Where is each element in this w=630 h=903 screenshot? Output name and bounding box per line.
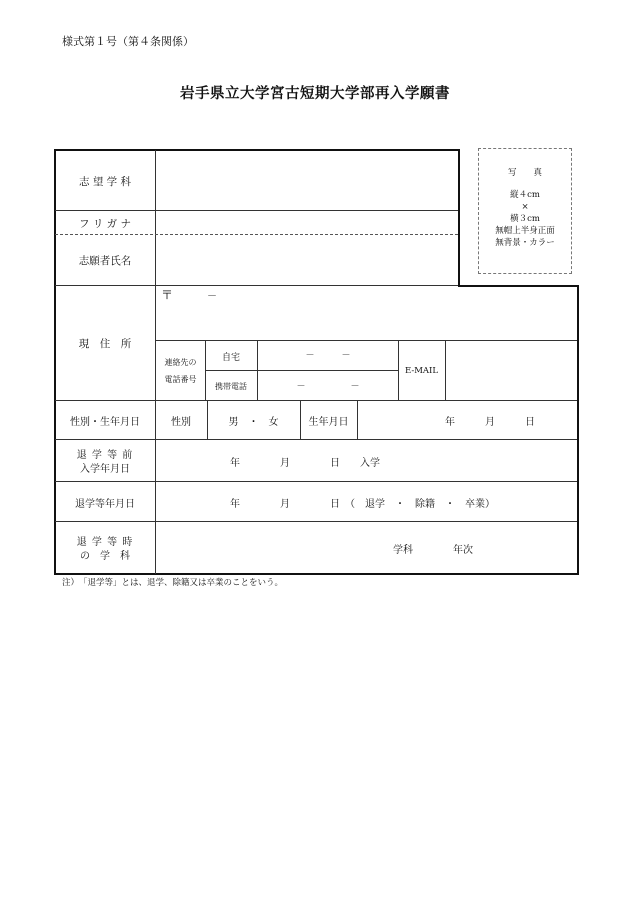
home-phone-field[interactable]: － － [305, 351, 351, 361]
photo-rule-2: 無背景・カラー [495, 238, 555, 248]
label-applicant-name: 志願者氏名 [78, 255, 132, 267]
label-dept-at-withdrawal-2: の 学 科 [80, 551, 130, 562]
withdrawal-date-field[interactable]: 年 月 日 （ 退学 ・ 除籍 ・ 卒業） [230, 499, 495, 510]
label-current-address: 現 住 所 [78, 338, 132, 350]
footnote: 注） 「退学等」とは、退学、除籍又は卒業のことをいう。 [62, 578, 284, 588]
photo-cross: × [521, 202, 529, 212]
label-furigana: フ リ ガ ナ [78, 218, 131, 230]
photo-size-horizontal: 横３cm [510, 214, 540, 224]
label-home-phone: 自宅 [221, 353, 240, 363]
label-gender: 性別 [171, 417, 191, 428]
email-field[interactable] [446, 341, 576, 399]
label-gender-birthdate: 性別・生年月日 [70, 417, 140, 428]
postal-mark: 〒 [161, 288, 174, 302]
label-dept-at-withdrawal: 退 学 等 時 [76, 537, 134, 548]
label-birthdate: 生年月日 [308, 417, 349, 428]
furigana-field[interactable] [156, 211, 457, 233]
address-field[interactable] [156, 286, 576, 339]
birthdate-field[interactable]: 年 月 日 [445, 417, 535, 428]
label-mobile-phone: 携帯電話 [215, 382, 247, 391]
photo-size-vertical: 縦４cm [510, 190, 540, 200]
page-title: 岩手県立大学宮古短期大学部再入学願書 [180, 85, 450, 102]
photo-rule-1: 無帽上半身正面 [495, 226, 555, 236]
postal-dash: － [207, 291, 217, 302]
label-contact-phone-2: 電話番号 [164, 375, 197, 384]
dept-at-withdrawal-field[interactable]: 学科 年次 [393, 545, 473, 556]
label-contact-phone: 連絡先の [164, 358, 197, 367]
pre-withdrawal-date-field[interactable]: 年 月 日 入学 [230, 458, 380, 469]
label-pre-withdrawal: 退 学 等 前 [76, 450, 134, 461]
label-withdrawal-date: 退学等年月日 [75, 499, 135, 510]
applicant-name-field[interactable] [156, 235, 457, 284]
gender-options[interactable]: 男 ・ 女 [228, 417, 279, 428]
label-email: E-MAIL [404, 366, 439, 376]
label-pre-withdrawal-2: 入学年月日 [80, 464, 130, 475]
mobile-phone-field[interactable]: － － [296, 382, 360, 392]
photo-heading: 写 真 [507, 168, 542, 178]
photo-placeholder [478, 148, 572, 274]
form-code: 様式第１号（第４条関係） [62, 35, 194, 48]
label-desired-department: 志 望 学 科 [78, 176, 131, 188]
desired-department-field[interactable] [156, 150, 457, 209]
